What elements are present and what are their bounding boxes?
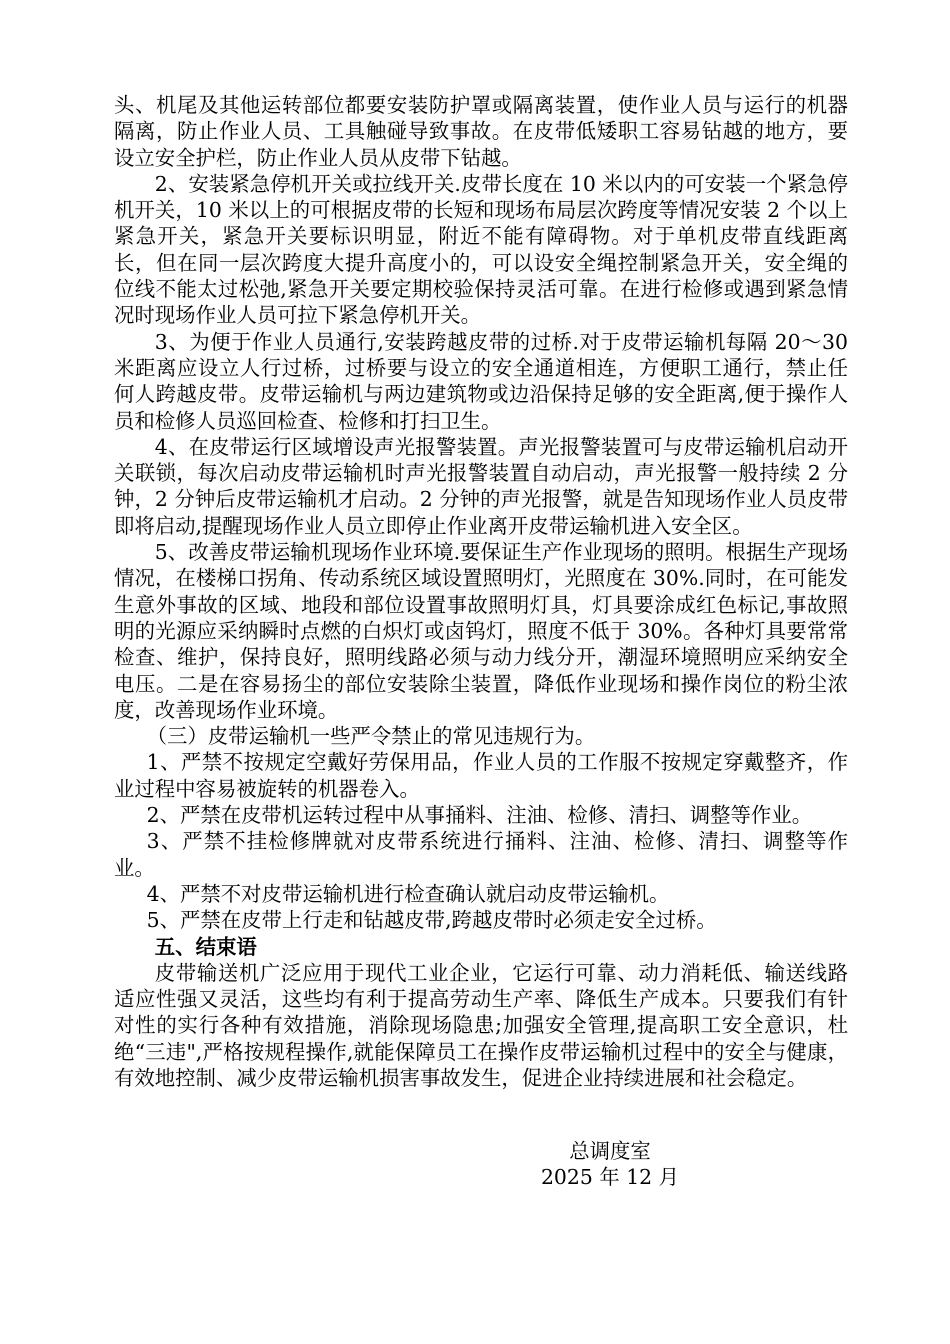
- list-item-prohibited-1: 1、严禁不按规定空戴好劳保用品，作业人员的工作服不按规定穿戴整齐，作业过程中容易被旋转的机器卷入。: [114, 750, 848, 801]
- paragraph-alarm: 4、在皮带运行区域增设声光报警装置。声光报警装置可与皮带运输机启动开关联锁，每次启动皮带运输机时声光报警装置自动启动，声光报警一般持续 2 分钟，2 分钟后皮带运输机才启动。2 分钟的声光报警，就是告知现场作业人员皮带即将启动,提醒现场作业人员立即停止作业离开皮带运输机进入安全区。: [114, 434, 848, 538]
- list-item-prohibited-4: 4、严禁不对皮带运输机进行检查确认就启动皮带运输机。: [146, 881, 670, 906]
- list-item-prohibited-5: 5、严禁在皮带上行走和钻越皮带,跨越皮带时必须走安全过桥。: [146, 908, 717, 933]
- paragraph-environment: 5、改善皮带运输机现场作业环境.要保证生产作业现场的照明。根据生产现场情况，在楼梯口拐角、传动系统区域设置照明灯，光照度在 30%.同时，在可能发生意外事故的区域、地段和部位设置事故照明灯具，灯具要涂成红色标记,事故照明的光源应采纳瞬时点燃的白炽灯或卤钨灯，照度不低于 30%。各种灯具要常常检查、维护，保持良好，照明线路必须与动力线分开，潮湿环境照明应采纳安全电压。二是在容易扬尘的部位安装除尘装置，降低作业现场和操作岗位的粉尘浓度，改善现场作业环境。: [114, 540, 848, 722]
- paragraph-conclusion: 皮带输送机广泛应用于现代工业企业，它运行可靠、动力消耗低、输送线路适应性强又灵活，这些均有利于提高劳动生产率、降低生产成本。只要我们有针对性的实行各种有效措施，消除现场隐患;加强安全管理,提高职工安全意识，杜绝“三违",严格按规程操作,就能保障员工在操作皮带运输机过程中的安全与健康，有效地控制、减少皮带运输机损害事故发生，促进企业持续进展和社会稳定。: [114, 960, 848, 1090]
- document-body: [114, 92, 848, 1091]
- signature-department: 总调度室: [569, 1139, 651, 1163]
- signature-date: 2025 年 12 月: [540, 1165, 680, 1189]
- paragraph-emergency-stop: 2、安装紧急停机开关或拉线开关.皮带长度在 10 米以内的可安装一个紧急停机开关，10 米以上的可根据皮带的长短和现场布局层次跨度等情况安装 2 个以上紧急开关，紧急开关要标识明显，附近不能有障碍物。对于单机皮带直线距离长，但在同一层次跨度大提升高度小的，可以设安全绳控制紧急开关，安全绳的位线不能太过松弛,紧急开关要定期校验保持灵活可靠。在进行检修或遇到紧急情况时现场作业人员可拉下紧急停机开关。: [114, 171, 848, 328]
- list-item-prohibited-2: 2、严禁在皮带机运转过程中从事捅料、注油、检修、清扫、调整等作业。: [146, 803, 813, 828]
- section-heading-prohibited: （三）皮带运输机一些严令禁止的常见违规行为。: [146, 724, 596, 749]
- list-item-prohibited-3: 3、严禁不挂检修牌就对皮带系统进行捅料、注油、检修、清扫、调整等作业。: [114, 829, 848, 880]
- paragraph-bridge: 3、为便于作业人员通行,安装跨越皮带的过桥.对于皮带运输机每隔 20～30 米距离应设立人行过桥，过桥要与设立的安全通道相连，方便职工通行，禁止任何人跨越皮带。皮带运输机与两边建筑物或边沿保持足够的安全距离,便于操作人员和检修人员巡回检查、检修和打扫卫生。: [114, 329, 848, 433]
- section-heading-conclusion: 五、结束语: [154, 934, 257, 959]
- paragraph-continuation: 头、机尾及其他运转部位都要安装防护罩或隔离装置，使作业人员与运行的机器隔离，防止作业人员、工具触碰导致事故。在皮带低矮职工容易钻越的地方，要设立安全护栏，防止作业人员从皮带下钻越。: [114, 93, 848, 170]
